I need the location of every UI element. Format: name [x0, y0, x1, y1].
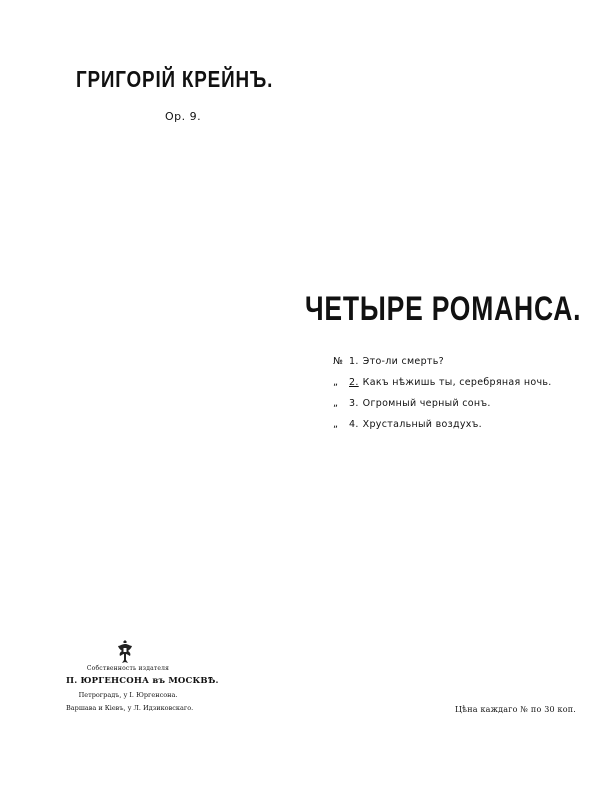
song-title: Хрустальный воздухъ. [362, 419, 482, 430]
publisher-ownership: Собственность издателя [86, 665, 170, 672]
song-list [333, 351, 552, 435]
song-title: Огромный черный сонъ. [362, 398, 491, 409]
imperial-eagle-icon [116, 640, 134, 664]
publisher-branch-warsaw-kiev: Варшава и Кіевъ, у Л. Идзиковскаго. [66, 704, 194, 712]
price-note: Цѣна каждаго № по 30 коп. [455, 705, 577, 714]
page-title: ЧЕТЫРЕ РОМАНСА. [305, 290, 582, 328]
song-prefix: „ [333, 419, 339, 430]
song-prefix: „ [333, 398, 339, 409]
composer-name: ГРИГОРІЙ КРЕЙНЪ. [76, 66, 274, 92]
song-item-1 [333, 351, 552, 372]
song-item-4 [333, 414, 552, 435]
song-item-2 [333, 372, 552, 393]
publisher-branch-petrograd: Петроградъ, у І. Юргенсона. [78, 691, 178, 699]
opus-number: Op. 9. [165, 110, 202, 123]
song-item-3 [333, 393, 552, 414]
song-prefix: „ [333, 377, 339, 388]
song-number: 3. [349, 398, 359, 409]
song-prefix: № [333, 356, 344, 367]
song-number: 1. [349, 356, 359, 367]
song-title: Какъ нѣжишь ты, серебряная ночь. [362, 377, 552, 388]
song-number: 2. [349, 377, 359, 388]
publisher-info [66, 665, 219, 712]
song-number: 4. [349, 419, 359, 430]
song-title: Это-ли смерть? [362, 356, 444, 367]
publisher-name: П. ЮРГЕНСОНА въ МОСКВѢ. [66, 676, 219, 686]
